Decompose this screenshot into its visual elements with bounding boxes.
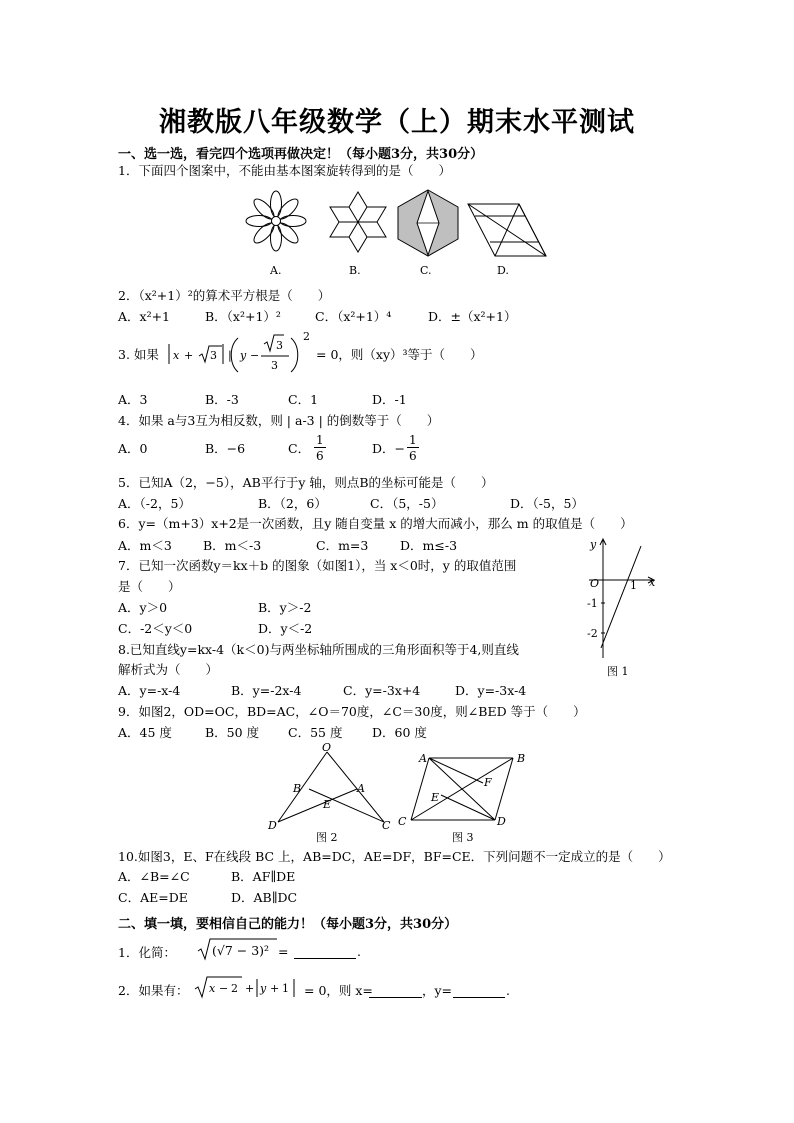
q1-label-b: B.	[349, 264, 361, 277]
svg-text:3: 3	[271, 359, 278, 372]
q2-option-c: C．（x²+1）⁴	[315, 309, 392, 324]
fill-q2-y-blank[interactable]	[453, 985, 505, 1001]
q7-stem-line2: 是（ ）	[118, 579, 181, 594]
fig1-axis-y-label: y	[590, 538, 597, 551]
fill-q1-equals: =	[278, 944, 289, 959]
fill-q2-mid2: ，y=	[422, 983, 453, 998]
q4-c-numerator: 1	[316, 433, 324, 447]
q9-option-d: D．60 度	[372, 725, 427, 740]
q5-option-c: C．（5，-5）	[370, 496, 444, 511]
q3-option-c: C．1	[288, 392, 319, 407]
svg-text:x: x	[173, 349, 180, 362]
q2-option-b: B．（x²+1）²	[205, 309, 281, 324]
fig2-point-d: D	[268, 819, 277, 832]
fig2-point-b: B	[293, 782, 302, 795]
q10-option-d: D．AB∥DC	[231, 890, 298, 905]
fig1-axis-x-label: x	[649, 576, 656, 589]
q9-option-c: C．55 度	[288, 725, 343, 740]
q4-option-d-fraction	[407, 434, 419, 462]
fig3-point-e: E	[431, 791, 440, 804]
q10-option-b: B．AF∥DE	[231, 869, 296, 884]
q10-option-a: A．∠B=∠C	[118, 869, 190, 884]
fig3-point-d: D	[497, 815, 506, 828]
q8-stem-line1: 8.已知直线y=kx-4（k＜0)与两坐标轴所围成的三角形面积等于4,则直线	[118, 642, 519, 657]
fig3-point-a: A	[419, 752, 427, 765]
q7-stem-line1: 7．已知一次函数y＝kx＋b 的图象（如图1），当 x＜0时，y 的取值范围	[118, 558, 517, 573]
q2-option-d: D．±（x²+1）	[428, 309, 517, 324]
q1-figure-a-flower	[245, 185, 307, 257]
section1-heading: 一、选一选，看完四个选项再做决定！（每小题3分，共30分）	[118, 147, 484, 162]
fig3-point-c: C	[398, 815, 407, 828]
q4-option-c: C．	[288, 441, 311, 456]
q2-option-a: A．x²+1	[118, 309, 171, 324]
svg-text:1: 1	[282, 982, 289, 995]
svg-text:+: +	[270, 982, 280, 995]
q1-label-d: D.	[497, 264, 509, 277]
svg-text:3: 3	[210, 349, 217, 362]
q5-stem: 5．已知A（2，−5），AB平行于y 轴，则点B的坐标可能是（ ）	[118, 475, 494, 490]
svg-text:−: −	[219, 982, 229, 995]
q1-label-a: A.	[270, 264, 282, 277]
q8-option-c: C．y=-3x+4	[343, 683, 421, 698]
q3-prefix: 3. 如果	[118, 347, 159, 362]
q3-option-a: A．3	[118, 392, 148, 407]
fill-q2-end: .	[506, 983, 510, 998]
fill-q1-prefix: 1．化简：	[118, 945, 176, 960]
fig1-tick-1: 1	[630, 579, 637, 592]
svg-text:x: x	[209, 982, 216, 995]
fig2-point-o: O	[322, 741, 332, 754]
fig2-point-c: C	[382, 819, 391, 832]
q3-equation	[166, 332, 314, 382]
fig1-tick-neg1: -1	[587, 597, 598, 610]
page-title: 湘教版八年级数学（上）期末水平测试	[159, 107, 635, 138]
fig2-caption: 图 2	[316, 831, 338, 844]
q4-d-numerator: 1	[409, 433, 417, 447]
q8-option-a: A．y=-x-4	[118, 683, 181, 698]
fig1-caption: 图 1	[607, 665, 629, 678]
fill-q1-end: .	[357, 944, 361, 959]
q1-figure-b-star	[325, 190, 391, 254]
fig3-point-b: B	[517, 752, 526, 765]
q8-stem-line2: 解析式为（ ）	[118, 662, 219, 677]
q10-option-c: C．AE=DE	[118, 890, 188, 905]
fill-q1-radicand: (√7 − 3)²	[212, 943, 270, 958]
q1-figure-c-hexagon	[396, 188, 460, 258]
q7-option-c: C．-2＜y＜0	[118, 621, 193, 636]
q1-figure-d-parallelogram	[465, 202, 549, 258]
q4-option-c-fraction	[314, 434, 326, 462]
q7-option-d: D．y＜-2	[258, 621, 313, 636]
q9-option-a: A．45 度	[118, 725, 172, 740]
q8-option-b: B．y=-2x-4	[231, 683, 302, 698]
q4-stem: 4．如果 a与3互为相反数，则 | a-3 | 的倒数等于（ ）	[118, 413, 440, 428]
q9-option-b: B．50 度	[205, 725, 260, 740]
fig3-point-f: F	[484, 776, 492, 789]
q4-c-denominator: 6	[316, 449, 324, 463]
q6-stem: 6．y=（m+3）x+2是一次函数，且y 随自变量 x 的增大而减小，那么 m 的取值是（ ）	[118, 516, 633, 531]
fig2-point-e: E	[323, 798, 332, 811]
q6-option-a: A．m＜3	[118, 538, 172, 553]
fig2-diagram	[262, 740, 402, 835]
q4-d-denominator: 6	[409, 449, 417, 463]
q4-option-a: A．0	[118, 441, 148, 456]
q10-stem: 10.如图3，E、F在线段 BC 上，AB=DC，AE=DF，BF=CE．下列问题不一定成立的是（ ）	[118, 849, 671, 864]
fill-q2-prefix: 2．如果有：	[118, 983, 189, 998]
q4-option-b: B．−6	[205, 441, 246, 456]
svg-text:2: 2	[303, 330, 310, 343]
q8-option-d: D．y=-3x-4	[455, 683, 527, 698]
svg-text:|: |	[228, 349, 232, 362]
q6-option-d: D．m≤-3	[400, 538, 458, 553]
q3-option-b: B．-3	[205, 392, 239, 407]
fig2-point-a: A	[357, 782, 365, 795]
fill-q2-expression	[194, 974, 304, 1000]
fig1-origin-label: O	[590, 577, 600, 590]
q5-option-b: B．（2，6）	[258, 496, 327, 511]
svg-text:+: +	[184, 349, 194, 362]
q6-option-b: B．m＜-3	[203, 538, 262, 553]
q6-option-c: C．m=3	[316, 538, 369, 553]
fill-q2-mid: = 0，则 x=	[304, 983, 373, 998]
svg-text:y: y	[260, 982, 267, 995]
fill-q2-x-blank[interactable]	[369, 985, 422, 1001]
q7-option-a: A．y＞0	[118, 600, 168, 615]
q2-stem: 2．（x²+1）²的算术平方根是（ ）	[118, 288, 331, 303]
fill-q1-answer-blank[interactable]	[294, 946, 356, 962]
fig1-tick-neg2: -2	[587, 627, 598, 640]
q7-option-b: B．y＞-2	[258, 600, 312, 615]
svg-text:+: +	[245, 982, 255, 995]
svg-text:3: 3	[276, 339, 283, 352]
q3-option-d: D．-1	[372, 392, 407, 407]
fig3-caption: 图 3	[452, 831, 474, 844]
q5-option-d: D．（-5，5）	[510, 496, 584, 511]
svg-text:−: −	[250, 349, 260, 362]
q4-option-d: D．−	[372, 441, 405, 456]
section2-heading: 二、填一填，要相信自己的能力！（每小题3分，共30分）	[118, 917, 458, 932]
q9-stem: 9．如图2，OD=OC，BD=AC，∠O＝70度，∠C＝30度，则∠BED 等于（ ）	[118, 704, 586, 719]
q1-label-c: C.	[420, 264, 432, 277]
q5-option-a: A．（-2，5）	[118, 496, 191, 511]
svg-text:y: y	[240, 349, 247, 362]
q1-stem: 1．下面四个图案中，不能由基本图案旋转得到的是（ ）	[118, 163, 451, 178]
q3-suffix: = 0，则（xy）³等于（ ）	[316, 347, 483, 362]
svg-text:2: 2	[231, 982, 238, 995]
